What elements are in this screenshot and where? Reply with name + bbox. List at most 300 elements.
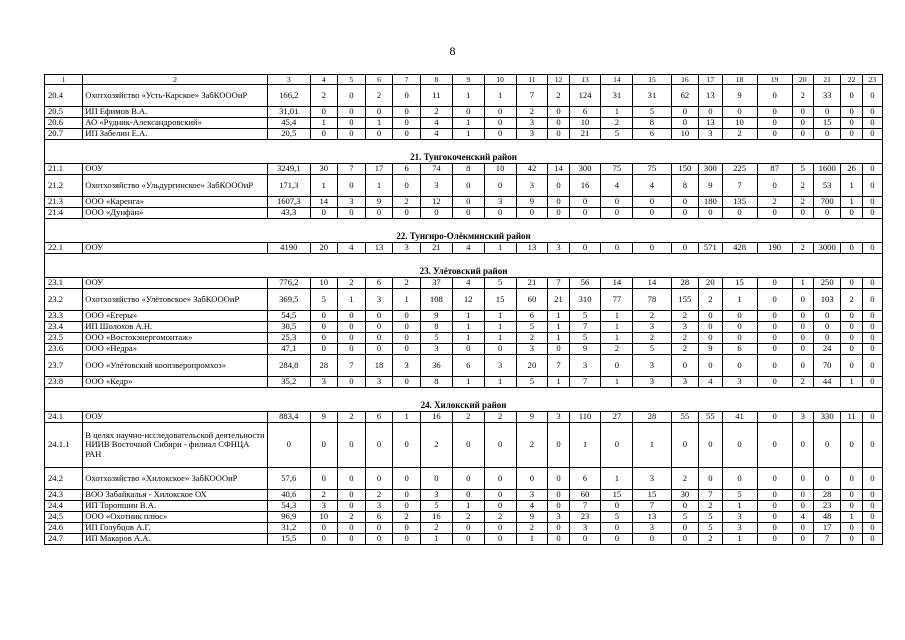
table-row [45, 243, 883, 254]
table-cell: 0 [862, 107, 882, 118]
table-cell: 0 [792, 311, 813, 322]
table-cell: 0 [792, 501, 813, 512]
table-cell: 5 [420, 501, 452, 512]
table-cell: 0 [484, 523, 516, 534]
table-cell: 0 [393, 85, 421, 107]
organization-name: ООО «Охотник плюс» [83, 512, 268, 523]
organization-name: ВОО Забайкалья - Хилокское ОХ [83, 490, 268, 501]
table-row [45, 333, 883, 344]
table-cell: 0 [338, 322, 366, 333]
table-cell: 12 [420, 197, 452, 208]
table-cell: 0 [516, 468, 548, 490]
table-cell: 0 [393, 490, 421, 501]
table-cell: 2 [699, 501, 722, 512]
table-cell: 2 [365, 85, 393, 107]
table-cell: 9 [365, 197, 393, 208]
table-cell: 4 [338, 243, 366, 254]
table-cell: 0 [792, 107, 813, 118]
table-cell: 0 [862, 534, 882, 545]
table-cell: 0 [722, 423, 757, 468]
table-cell: 20 [310, 243, 338, 254]
table-cell: 0 [548, 490, 569, 501]
table-cell: 1 [792, 278, 813, 289]
table-cell: 3 [516, 490, 548, 501]
table-cell: 2 [420, 423, 452, 468]
table-cell: 9 [516, 412, 548, 423]
table-cell: 0 [365, 333, 393, 344]
table-cell: 0 [548, 129, 569, 140]
table-row [45, 412, 883, 423]
table-cell: 0 [757, 355, 792, 377]
table-cell: 0 [601, 197, 633, 208]
table-cell: 0 [757, 344, 792, 355]
table-cell: 1 [722, 534, 757, 545]
table-cell: 2 [633, 333, 671, 344]
table-cell: 10 [722, 118, 757, 129]
table-cell: 3000 [813, 243, 841, 254]
table-cell: 3 [365, 289, 393, 311]
table-cell: 43,3 [268, 208, 310, 219]
district-title: 21. Тунгокоченский район [45, 140, 883, 164]
table-cell: 5 [516, 322, 548, 333]
table-row [45, 107, 883, 118]
table-cell: 27 [601, 412, 633, 423]
table-cell: 369,5 [268, 289, 310, 311]
table-cell: 0 [792, 333, 813, 344]
table-cell: 20 [699, 278, 722, 289]
table-cell: 0 [338, 523, 366, 534]
table-cell: 6 [569, 107, 601, 118]
table-cell: 883,4 [268, 412, 310, 423]
table-cell: 5 [699, 512, 722, 523]
row-number: 23.7 [45, 355, 83, 377]
table-cell: 0 [671, 355, 699, 377]
table-cell: 0 [722, 107, 757, 118]
organization-name: ИП Голубцов А.Г. [83, 523, 268, 534]
table-cell: 2 [671, 468, 699, 490]
table-cell: 23 [569, 512, 601, 523]
table-cell: 7 [699, 490, 722, 501]
table-cell: 0 [813, 333, 841, 344]
table-cell: 48 [813, 512, 841, 523]
table-cell: 0 [862, 85, 882, 107]
organization-name: Охотхозяйство «Улётовское» ЗабКОООиР [83, 289, 268, 311]
column-number: 22 [841, 75, 862, 85]
row-number: 23.8 [45, 377, 83, 388]
table-cell: 0 [484, 107, 516, 118]
table-cell: 31,2 [268, 523, 310, 534]
table-cell: 0 [601, 501, 633, 512]
table-cell: 2 [516, 523, 548, 534]
table-cell: 1 [601, 107, 633, 118]
table-cell: 3 [420, 490, 452, 501]
column-number: 17 [699, 75, 722, 85]
table-cell: 2 [699, 289, 722, 311]
table-cell: 0 [757, 377, 792, 388]
table-row [45, 175, 883, 197]
table-cell: 42 [516, 164, 548, 175]
table-cell: 11 [420, 85, 452, 107]
table-cell: 0 [862, 333, 882, 344]
table-row [45, 197, 883, 208]
table-cell: 300 [569, 164, 601, 175]
table-cell: 0 [310, 423, 338, 468]
table-cell: 2 [420, 107, 452, 118]
table-cell: 0 [841, 523, 862, 534]
row-number: 23.6 [45, 344, 83, 355]
table-cell: 47,1 [268, 344, 310, 355]
table-cell: 0 [862, 289, 882, 311]
table-cell: 28 [671, 278, 699, 289]
table-cell: 0 [420, 468, 452, 490]
table-cell: 3 [365, 377, 393, 388]
table-cell: 0 [841, 322, 862, 333]
organization-name: АО «Рудник-Александровский» [83, 118, 268, 129]
table-cell: 0 [338, 85, 366, 107]
table-cell: 0 [757, 175, 792, 197]
table-cell: 0 [862, 311, 882, 322]
table-cell: 0 [601, 423, 633, 468]
table-cell: 6 [365, 412, 393, 423]
table-cell: 1 [452, 85, 484, 107]
table-cell: 0 [841, 423, 862, 468]
table-cell: 0 [452, 107, 484, 118]
table-cell: 18 [365, 355, 393, 377]
table-cell: 0 [862, 129, 882, 140]
table-row [45, 501, 883, 512]
table-cell: 0 [862, 412, 882, 423]
table-cell: 0 [757, 118, 792, 129]
table-cell: 0 [393, 523, 421, 534]
table-cell: 5 [310, 289, 338, 311]
table-cell: 4 [516, 501, 548, 512]
table-cell: 0 [757, 107, 792, 118]
table-cell: 1 [548, 322, 569, 333]
table-cell: 1 [452, 501, 484, 512]
column-number: 4 [310, 75, 338, 85]
table-cell: 8 [420, 322, 452, 333]
table-cell: 16 [420, 412, 452, 423]
table-cell: 0 [813, 107, 841, 118]
table-cell: 0 [393, 175, 421, 197]
table-cell: 0 [484, 344, 516, 355]
table-row [45, 118, 883, 129]
table-cell: 17 [813, 523, 841, 534]
table-cell: 0 [792, 118, 813, 129]
table-cell: 7 [338, 164, 366, 175]
table-cell: 20 [516, 355, 548, 377]
table-cell: 0 [862, 208, 882, 219]
table-cell: 0 [671, 107, 699, 118]
table-cell: 0 [757, 322, 792, 333]
table-cell: 0 [699, 355, 722, 377]
table-cell: 4 [601, 175, 633, 197]
table-cell: 14 [548, 164, 569, 175]
table-cell: 21 [569, 129, 601, 140]
row-number: 22.1 [45, 243, 83, 254]
table-cell: 2 [633, 311, 671, 322]
table-cell: 0 [862, 501, 882, 512]
table-cell: 0 [699, 468, 722, 490]
table-cell: 3 [569, 523, 601, 534]
table-cell: 0 [310, 333, 338, 344]
organization-name: Охотхозяйство «Ульдургинское» ЗабКОООиР [83, 175, 268, 197]
table-cell: 21 [420, 243, 452, 254]
table-cell: 0 [393, 344, 421, 355]
table-cell: 9 [310, 412, 338, 423]
organization-name: ИП Шолохов А.Н. [83, 322, 268, 333]
row-number: 24.1.1 [45, 423, 83, 468]
table-cell: 1 [722, 501, 757, 512]
table-cell: 2 [792, 175, 813, 197]
table-cell: 0 [548, 523, 569, 534]
table-cell: 35,2 [268, 377, 310, 388]
table-cell: 0 [841, 85, 862, 107]
table-cell: 2 [452, 412, 484, 423]
quota-table [44, 74, 883, 545]
table-cell: 6 [365, 278, 393, 289]
table-cell: 0 [393, 322, 421, 333]
row-number: 20.6 [45, 118, 83, 129]
table-cell: 2 [338, 278, 366, 289]
organization-name: ООО «Востокэнергомонтаж» [83, 333, 268, 344]
table-cell: 0 [310, 322, 338, 333]
district-header-row [45, 140, 883, 164]
table-cell: 8 [633, 118, 671, 129]
table-cell: 8 [452, 164, 484, 175]
table-row [45, 468, 883, 490]
table-cell: 0 [365, 534, 393, 545]
table-cell: 9 [569, 344, 601, 355]
table-cell: 3 [420, 344, 452, 355]
column-number-row [45, 75, 883, 85]
table-row [45, 85, 883, 107]
table-cell: 10 [310, 278, 338, 289]
table-cell: 13 [699, 85, 722, 107]
table-cell: 17 [365, 164, 393, 175]
table-cell: 54,3 [268, 501, 310, 512]
table-cell: 110 [569, 412, 601, 423]
table-cell: 57,6 [268, 468, 310, 490]
table-cell: 0 [569, 208, 601, 219]
table-cell: 0 [569, 534, 601, 545]
table-cell: 1600 [813, 164, 841, 175]
table-cell: 0 [813, 311, 841, 322]
table-cell: 3 [516, 129, 548, 140]
table-cell: 0 [841, 355, 862, 377]
table-cell: 180 [699, 197, 722, 208]
table-cell: 0 [310, 344, 338, 355]
table-cell: 8 [671, 175, 699, 197]
table-cell: 124 [569, 85, 601, 107]
table-cell: 0 [338, 344, 366, 355]
organization-name: ООУ [83, 412, 268, 423]
row-number: 23.2 [45, 289, 83, 311]
table-cell: 2 [792, 377, 813, 388]
table-cell: 0 [841, 468, 862, 490]
table-cell: 2 [310, 490, 338, 501]
table-cell: 5 [633, 107, 671, 118]
row-number: 21.3 [45, 197, 83, 208]
table-cell: 0 [862, 344, 882, 355]
table-cell: 3 [548, 512, 569, 523]
table-row [45, 311, 883, 322]
table-cell: 0 [862, 278, 882, 289]
table-row [45, 129, 883, 140]
table-cell: 1 [452, 129, 484, 140]
table-cell: 0 [548, 175, 569, 197]
table-cell: 0 [671, 197, 699, 208]
table-cell: 0 [699, 311, 722, 322]
table-cell: 2 [792, 197, 813, 208]
table-cell: 0 [420, 208, 452, 219]
table-cell: 0 [757, 490, 792, 501]
table-cell: 776,2 [268, 278, 310, 289]
table-row [45, 322, 883, 333]
table-cell: 45,4 [268, 118, 310, 129]
table-cell: 0 [792, 355, 813, 377]
table-cell: 0 [757, 278, 792, 289]
table-cell: 30,5 [268, 322, 310, 333]
table-cell: 7 [569, 501, 601, 512]
table-cell: 0 [841, 278, 862, 289]
table-cell: 0 [862, 423, 882, 468]
table-cell: 31 [601, 85, 633, 107]
table-cell: 0 [452, 344, 484, 355]
table-row [45, 534, 883, 545]
column-number: 16 [671, 75, 699, 85]
table-cell: 330 [813, 412, 841, 423]
table-cell: 55 [671, 412, 699, 423]
table-cell: 9 [699, 175, 722, 197]
table-cell: 0 [548, 468, 569, 490]
row-number: 21.2 [45, 175, 83, 197]
column-number: 21 [813, 75, 841, 85]
table-cell: 0 [757, 289, 792, 311]
table-cell: 31 [633, 85, 671, 107]
column-number: 23 [862, 75, 882, 85]
table-cell: 1 [365, 118, 393, 129]
table-cell: 10 [310, 512, 338, 523]
table-cell: 13 [633, 512, 671, 523]
table-cell: 3 [633, 377, 671, 388]
table-cell: 0 [601, 208, 633, 219]
table-row [45, 355, 883, 377]
table-cell: 3 [792, 412, 813, 423]
table-cell: 11 [841, 412, 862, 423]
table-cell: 0 [671, 501, 699, 512]
table-cell: 4 [633, 175, 671, 197]
column-number: 9 [452, 75, 484, 85]
table-cell: 0 [338, 468, 366, 490]
row-number: 24.5 [45, 512, 83, 523]
table-cell: 0 [862, 377, 882, 388]
table-cell: 0 [484, 490, 516, 501]
table-cell: 41 [722, 412, 757, 423]
table-cell: 9 [516, 197, 548, 208]
row-number: 24.1 [45, 412, 83, 423]
table-cell: 1 [484, 377, 516, 388]
table-cell: 2 [393, 197, 421, 208]
table-cell: 0 [365, 423, 393, 468]
table-cell: 2 [722, 129, 757, 140]
table-cell: 1 [393, 412, 421, 423]
table-cell: 3 [310, 377, 338, 388]
table-cell: 4 [420, 118, 452, 129]
table-cell: 3 [484, 355, 516, 377]
table-cell: 0 [601, 355, 633, 377]
table-cell: 3 [671, 322, 699, 333]
table-cell: 1 [601, 377, 633, 388]
table-cell: 7 [633, 501, 671, 512]
table-cell: 4190 [268, 243, 310, 254]
table-cell: 0 [633, 243, 671, 254]
column-number: 18 [722, 75, 757, 85]
table-cell: 190 [757, 243, 792, 254]
table-cell: 5 [484, 278, 516, 289]
table-cell: 7 [548, 278, 569, 289]
table-cell: 7 [516, 85, 548, 107]
table-cell: 1607,3 [268, 197, 310, 208]
table-cell: 0 [722, 208, 757, 219]
table-cell: 1 [548, 311, 569, 322]
table-cell: 284,8 [268, 355, 310, 377]
table-cell: 1 [516, 534, 548, 545]
table-cell: 1 [722, 289, 757, 311]
table-cell: 23 [813, 501, 841, 512]
table-cell: 0 [484, 423, 516, 468]
table-cell: 0 [792, 208, 813, 219]
table-cell: 0 [310, 468, 338, 490]
table-cell: 0 [310, 107, 338, 118]
organization-name: ООУ [83, 164, 268, 175]
row-number: 24.2 [45, 468, 83, 490]
table-cell: 0 [757, 534, 792, 545]
table-cell: 0 [757, 423, 792, 468]
table-cell: 0 [757, 412, 792, 423]
column-number: 1 [45, 75, 83, 85]
table-cell: 2 [484, 412, 516, 423]
table-cell: 0 [757, 129, 792, 140]
table-cell: 1 [310, 118, 338, 129]
table-cell: 135 [722, 197, 757, 208]
table-cell: 3 [310, 501, 338, 512]
table-cell: 15 [722, 278, 757, 289]
table-cell: 31,01 [268, 107, 310, 118]
table-cell: 6 [516, 311, 548, 322]
table-cell: 96,9 [268, 512, 310, 523]
table-cell: 1 [569, 423, 601, 468]
table-cell: 0 [338, 423, 366, 468]
row-number: 23.5 [45, 333, 83, 344]
table-cell: 4 [792, 512, 813, 523]
table-cell: 0 [841, 311, 862, 322]
table-cell: 1 [841, 197, 862, 208]
table-cell: 6 [569, 468, 601, 490]
table-cell: 14 [310, 197, 338, 208]
table-cell: 0 [338, 208, 366, 219]
table-cell: 7 [569, 322, 601, 333]
table-cell: 2 [699, 534, 722, 545]
table-cell: 0 [862, 118, 882, 129]
table-cell: 1 [548, 377, 569, 388]
table-cell: 40,6 [268, 490, 310, 501]
table-cell: 0 [792, 344, 813, 355]
table-cell: 0 [813, 322, 841, 333]
table-cell: 0 [671, 243, 699, 254]
table-cell: 0 [393, 311, 421, 322]
table-cell: 0 [671, 118, 699, 129]
